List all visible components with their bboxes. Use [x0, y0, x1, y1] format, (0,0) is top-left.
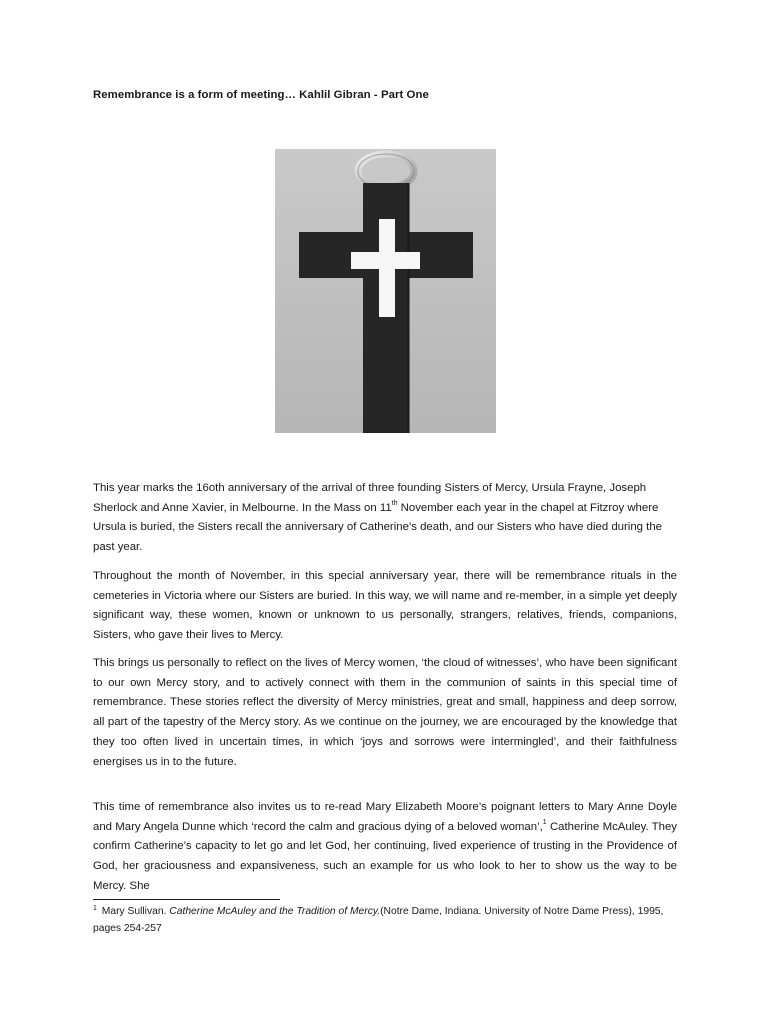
footnote-reference[interactable]: 1: [542, 818, 547, 826]
paragraph-anniversary: [93, 479, 677, 558]
footnote-book-title: Catherine McAuley and the Tradition of Mercy.: [169, 906, 381, 917]
footnote-publisher: (Notre Dame, Indiana. University of Notre Dame Press), 1995, pages 254-257: [93, 906, 664, 934]
paragraph-mercy-women: This brings us personally to reflect on the lives of Mercy women, ‘the cloud of witnesses’, who have been significant to our own Mercy story, and to actively connect with them in the communion of saints in this special time of remembrance. These stories reflect the diversity of Mercy ministries, great and small, happiness and deep sorrow, all part of the tapestry of the Mercy story. As we continue on the journey, we are encouraged by the knowledge that they too often lived in uncertain times, in which ‘joys and sorrows were intermingled’, and their faithfulness energises us in to the future.: [93, 657, 677, 768]
paragraph-letters: [93, 798, 677, 897]
paragraph-letters-text-b: Catherine McAuley. They confirm Catherine’s capacity to let go and let God, her continuing, lived experience of trusting in the Providence of God, her graciousness and expansiveness, such an example for us who look to her to show us the way to be Mercy. She: [93, 820, 678, 892]
paragraph-anniversary-text-b: November each year in the chapel at Fitzroy where Ursula is buried, the Sisters recall the anniversary of Catherine’s death, and our Sisters who have died during the past year.: [93, 501, 662, 554]
paragraph-anniversary-text-a: This year marks the 16oth anniversary of the arrival of three founding Sisters of Mercy, Ursula Frayne, Joseph Sherlock and Anne Xavier, in Melbourne. In the Mass on 11: [93, 482, 647, 514]
footnote-number: 1: [93, 905, 97, 912]
paragraph-letters-text-a: This time of remembrance also invites us to re-read Mary Elizabeth Moore’s poignant letters to Mary Anne Doyle and Mary Angela Dunne which ‘record the calm and gracious dying of a beloved woman’,: [93, 801, 677, 833]
footnote-divider: [93, 899, 280, 900]
footnote-author: Mary Sullivan.: [98, 906, 170, 917]
cross-icon: [275, 149, 496, 433]
footnote: [93, 904, 693, 937]
ordinal-superscript: th: [391, 499, 398, 507]
page-title: Remembrance is a form of meeting… Kahlil Gibran - Part One: [93, 89, 429, 101]
paragraph-remembrance-rituals: Throughout the month of November, in this special anniversary year, there will be remembrance rituals in the cemeteries in Victoria where our Sisters are buried. In this way, we will name and re-member, in a simple yet deeply significant way, these women, known or unknown to us personally, strangers, relatives, friends, companions, Sisters, who gave their lives to Mercy.: [93, 570, 677, 642]
cross-photo: [275, 149, 496, 433]
